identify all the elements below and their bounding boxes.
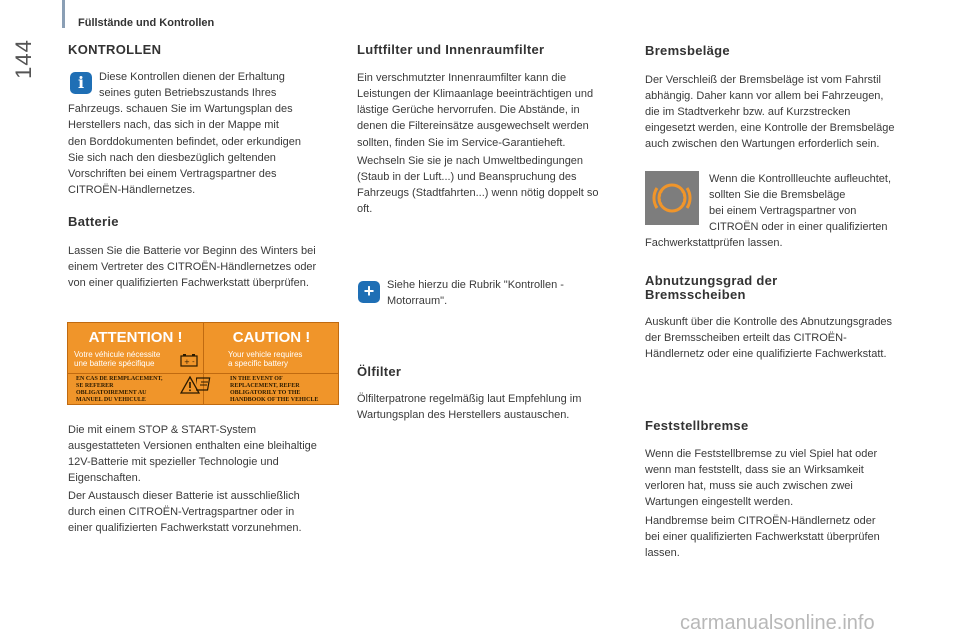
warn-line-5: Fachwerkstattprüfen lassen. [645,237,783,249]
stopstart-line-2: ausgestatteten Versionen enthalten eine bleihaltige [68,440,317,452]
abnutzung-title-2: Bremsscheiben [645,287,746,302]
hand-line-3: lassen. [645,547,680,559]
brems-line-5: auch zwischen den Wartungen erforderlich sein. [645,138,880,150]
brake-pad-warning-lamp [645,171,699,225]
label-left-small-4: MANUEL DU VEHICULE [76,397,146,403]
page-header: Füllstände und Kontrollen [78,17,215,29]
warn-line-2: sollten Sie die Bremsbeläge [709,189,846,201]
label-left-sub-2: une batterie spécifique [74,359,155,368]
kontrollen-line-8: CITROËN-Händlernetzes. [68,184,196,196]
warn-line-4: CITROËN oder in einer qualifizierten [709,221,888,233]
hand-line-1: Handbremse beim CITROËN-Händlernetz oder [645,515,876,527]
wechseln-line-3: Fahrzeugs (Stadtfahrten...) wenn nötig doppelt so [357,187,599,199]
luftfilter-line-2: Leistungen der Klimaanlage beeinträchtigen und [357,88,594,100]
battery-warning-label [67,322,339,405]
abnutz-line-2: der Bremsscheiben erteilt das CITROËN- [645,332,847,344]
brake-warning-icon [645,171,699,225]
stopstart-line-1: Die mit einem STOP & START-System [68,424,257,436]
luftfilter-line-4: denen die Filtereinsätze ausgewechselt werden [357,120,589,132]
label-right-small-2: REPLACEMENT, REFER [230,383,300,389]
label-right-small [230,376,318,404]
warn-line-3: bei einem Vertragspartner von [709,205,857,217]
kontrollen-line-1: Diese Kontrollen dienen der Erhaltung [99,71,285,83]
plus-reference-icon: + [358,281,380,303]
kontrollen-line-5: den Borddokumenten befindet, oder erkundigen [68,136,302,148]
svg-text:+ -: + - [184,358,195,366]
luftfilter-line-5: sollten, finden Sie im Service-Garantieheft. [357,137,566,149]
austausch-line-2: durch einen CITROËN-Vertragspartner oder in [68,506,295,518]
kontrollen-line-2: seines guten Betriebszustands Ihres [99,87,277,99]
kontrollen-line-4: Herstellers nach, das sich in der Mappe mit [68,119,279,131]
label-right-sub-1: Your vehicle requires [228,350,303,359]
stopstart-line-4: Eigenschaften. [68,472,141,484]
wechseln-line-4: oft. [357,203,373,215]
batterie-line-1: Lassen Sie die Batterie vor Beginn des Winters bei [68,245,316,257]
reference-line-2: Motorraum". [387,295,448,307]
label-left-half [68,323,203,404]
abnutz-line-1: Auskunft über die Kontrolle des Abnutzungsgrades [645,316,893,328]
abnutzung-title [645,274,778,302]
austausch-line-1: Der Austausch dieser Batterie ist ausschließlich [68,490,300,502]
label-left-small-1: EN CAS DE REMPLACEMENT, [76,376,163,382]
brems-line-2: abhängig. Daher kann vor allem bei Fahrzeugen, [645,90,884,102]
label-left-sub [74,350,160,368]
reference-line-1: Siehe hierzu die Rubrik "Kontrollen - [387,279,564,291]
brems-line-1: Der Verschleiß der Bremsbeläge ist vom Fahrstil [645,74,881,86]
label-right-sub-2: a specific battery [228,359,289,368]
battery-icon [180,353,198,367]
label-left-title: ATTENTION ! [88,329,183,346]
batterie-line-2: einem Vertreter des CITROËN-Händlernetzes oder [68,261,317,273]
kontrollen-line-3: Fahrzeugs. schauen Sie im Wartungsplan des [68,103,293,115]
fest-line-4: Wartungen eingestellt werden. [645,496,794,508]
oelfilter-title: Ölfilter [357,364,402,379]
wechseln-line-2: (Staub in der Luft...) und Beanspruchung des [357,171,577,183]
wechseln-line-1: Wechseln Sie sie je nach Umweltbedingungen [357,155,584,167]
batterie-line-3: von einer qualifizierten Fachwerkstatt überprüfen. [68,277,309,289]
oelfilter-line-1: Ölfilterpatrone regelmäßig laut Empfehlung im [357,393,582,405]
page-number: 144 [11,39,36,79]
label-left-small-3: OBLIGATOIREMENT AU [76,390,147,396]
label-left-small-2: SE REFERER [76,383,114,389]
fest-line-2: wenn man feststellt, dass sie an Wirksamkeit [645,464,864,476]
label-left-small [76,376,163,404]
warn-line-1: Wenn die Kontrollleuchte aufleuchtet, [709,173,892,185]
abnutz-line-3: Händlernetz oder eine qualifizierte Fachwerkstatt. [645,348,887,360]
label-right-half [204,323,339,404]
info-icon: i [70,72,92,94]
feststellbremse-title: Feststellbremse [645,418,749,433]
label-right-title: CAUTION ! [232,329,311,346]
header-bar [62,0,65,28]
fest-line-3: verloren hat, muss sie auch zwischen zwei [645,480,853,492]
fest-line-1: Wenn die Feststellbremse zu viel Spiel hat oder [645,448,878,460]
stopstart-line-3: 12V-Batterie mit spezieller Technologie und [68,456,279,468]
batterie-title: Batterie [68,214,119,229]
label-right-small-1: IN THE EVENT OF [230,376,283,382]
oelfilter-line-2: Wartungsplan des Herstellers austauschen. [357,409,570,421]
abnutzung-title-1: Abnutzungsgrad der [645,273,778,288]
hand-line-2: bei einer qualifizierten Fachwerkstatt überprüfen [645,531,880,543]
label-right-small-4: HANDBOOK OF THE VEHICLE [230,397,319,403]
watermark: carmanualsonline.info [680,612,875,634]
luftfilter-title: Luftfilter und Innenraumfilter [357,42,545,57]
manual-book-icon [196,376,214,392]
kontrollen-line-6: Sie sich nach den diesbezüglich geltenden [68,152,276,164]
kontrollen-line-7: Vorschriften bei einem Vertragspartner des [68,168,277,180]
brems-line-4: eingesetzt werden, eine Kontrolle der Bremsbeläge [645,122,895,134]
label-right-sub [228,350,302,368]
label-right-small-3: OBLIGATORILY TO THE [230,390,301,396]
bremsbelaege-title: Bremsbeläge [645,43,730,58]
luftfilter-line-1: Ein verschmutzter Innenraumfilter kann die [357,72,567,84]
brems-line-3: die im Stadtverkehr bzw. auf Kurzstrecken [645,106,851,118]
kontrollen-title: KONTROLLEN [68,42,162,57]
austausch-line-3: einer qualifizierten Fachwerkstatt vorzunehmen. [68,522,302,534]
label-left-sub-1: Votre véhicule nécessite [74,350,161,359]
luftfilter-line-3: lästige Gerüche hervorrufen. Die Abstände, in [357,104,580,116]
